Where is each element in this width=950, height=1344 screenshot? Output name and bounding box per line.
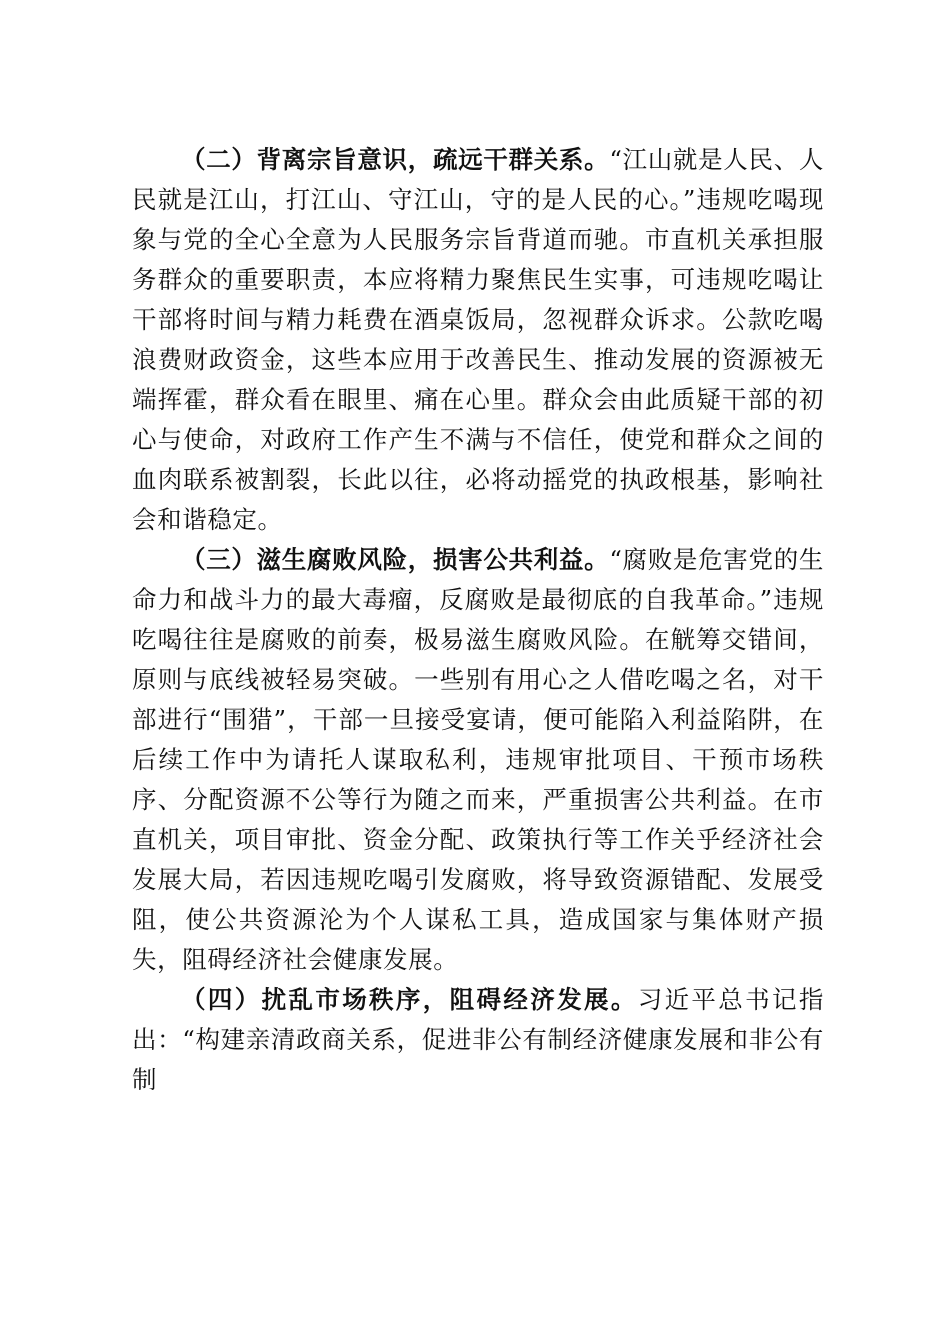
section-4-heading: （四）扰乱市场秩序，阻碍经济发展。 [181,985,638,1014]
section-3-text: “腐败是危害党的生命力和战斗力的最大毒瘤，反腐败是最彻底的自我革命。”违规吃喝往往是腐败的前奏，极易滋生腐败风险。在觥筹交错间，原则与底线被轻易突破。一些别有用心之人借吃喝之名，对干部进行“围猎”，干部一旦接受宴请，便可能陷入利益陷阱，在后续工作中为请托人谋取私利，违规审批项目、干预市场秩序、分配资源不公等行为随之而来，严重损害公共利益。在市直机关，项目审批、资金分配、政策执行等工作关乎经济社会发展大局，若因违规吃喝引发腐败，将导致资源错配、发展受阻，使公共资源沦为个人谋私工具，造成国家与集体财产损失，阻碍经济社会健康发展。 [132,545,824,974]
section-2-text: “江山就是人民、人民就是江山，打江山、守江山，守的是人民的心。”违规吃喝现象与党的全心全意为人民服务宗旨背道而驰。市直机关承担服务群众的重要职责，本应将精力聚焦民生实事，可违规吃喝让干部将时间与精力耗费在酒桌饭局，忽视群众诉求。公款吃喝浪费财政资金，这些本应用于改善民生、推动发展的资源被无端挥霍，群众看在眼里、痛在心里。群众会由此质疑干部的初心与使命，对政府工作产生不满与不信任，使党和群众之间的血肉联系被割裂，长此以往，必将动摇党的执政根基，影响社会和谐稳定。 [132,145,824,534]
section-4-text: 习近平总书记指出：“构建亲清政商关系，促进非公有制经济健康发展和非公有制 [132,985,824,1094]
section-3-heading: （三）滋生腐败风险，损害公共利益。 [181,545,610,574]
paragraph-section-4 [132,980,824,1100]
section-2-heading: （二）背离宗旨意识，疏远干群关系。 [181,145,610,174]
paragraph-section-3 [132,540,824,980]
document-body [132,140,824,1100]
paragraph-section-2 [132,140,824,540]
